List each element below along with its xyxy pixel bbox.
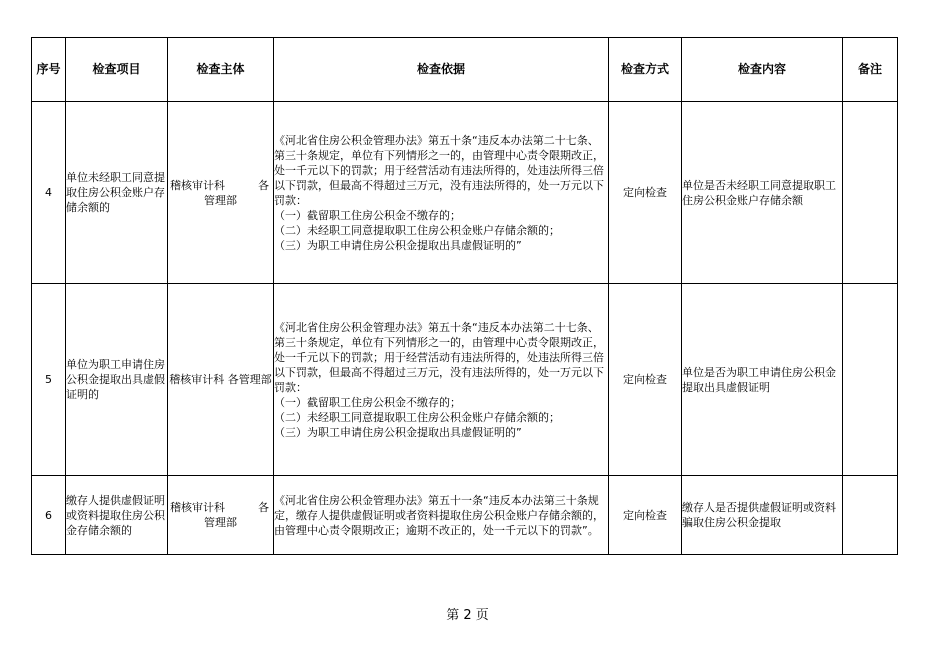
- row-method: 定向检查: [609, 476, 682, 555]
- row-basis: [274, 476, 609, 555]
- row-subject: [168, 102, 274, 284]
- header-remark: 备注: [843, 38, 898, 102]
- inspection-table: [31, 37, 898, 555]
- row-content: 单位是否为职工申请住房公积金提取出具虚假证明: [682, 284, 843, 476]
- table-row: [32, 476, 898, 555]
- basis-intro: 《河北省住房公积金管理办法》第五十一条“违反本办法第三十条规定，缴存人提供虚假证明或者资料提取住房公积金账户存储余额的，由管理中心责令限期改正；逾期不改正的，处一千元以下的罚款”。: [274, 493, 604, 537]
- header-seq: 序号: [32, 38, 66, 102]
- header-method: 检查方式: [609, 38, 682, 102]
- basis-clause-3: （三）为职工申请住房公积金提取出具虚假证明的”: [274, 425, 522, 439]
- header-subject: 检查主体: [168, 38, 274, 102]
- row-basis: [274, 284, 609, 476]
- table-row: [32, 102, 898, 284]
- row-seq: 6: [32, 476, 66, 555]
- subject-primary: 稽核审计科: [170, 501, 225, 514]
- subject-primary: 稽核审计科: [170, 178, 225, 192]
- row-item: 缴存人提供虚假证明或资料提取住房公积金存储余额的: [66, 476, 168, 555]
- basis-clause-2: （二）未经职工同意提取职工住房公积金账户存储余额的；: [274, 410, 560, 424]
- table-row: [32, 284, 898, 476]
- row-content: 缴存人是否提供虚假证明或资料骗取住房公积金提取: [682, 476, 843, 555]
- row-basis: [274, 102, 609, 284]
- row-remark: [843, 284, 898, 476]
- row-item: 单位为职工申请住房公积金提取出具虚假证明的: [66, 284, 168, 476]
- row-remark: [843, 476, 898, 555]
- subject-secondary-prefix: 各: [258, 501, 269, 514]
- subject-secondary: 各管理部: [227, 373, 272, 386]
- row-seq: 4: [32, 102, 66, 284]
- basis-intro: 《河北省住房公积金管理办法》第五十条“违反本办法第二十七条、第三十条规定，单位有下列情形之一的，由管理中心责令限期改正，处一千元以下的罚款；用于经营活动有违法所得的，处违法所得三倍以下罚款，但最高不得超过三万元，没有违法所得的，处一万元以下罚款：: [274, 320, 604, 394]
- subject-secondary-prefix: 各: [258, 178, 269, 192]
- row-subject: [168, 476, 274, 555]
- basis-clause-1: （一）截留职工住房公积金不缴存的；: [274, 208, 461, 222]
- row-subject: [168, 284, 274, 476]
- basis-clause-3: （三）为职工申请住房公积金提取出具虚假证明的”: [274, 238, 522, 252]
- header-content: 检查内容: [682, 38, 843, 102]
- basis-clause-1: （一）截留职工住房公积金不缴存的；: [274, 395, 461, 409]
- subject-primary: 稽核审计科: [169, 373, 225, 386]
- page-number: 第 2 页: [446, 608, 489, 623]
- row-method: 定向检查: [609, 284, 682, 476]
- header-basis: 检查依据: [274, 38, 609, 102]
- row-method: 定向检查: [609, 102, 682, 284]
- basis-intro: 《河北省住房公积金管理办法》第五十条“违反本办法第二十七条、第三十条规定，单位有下列情形之一的，由管理中心责令限期改正，处一千元以下的罚款；用于经营活动有违法所得的，处违法所得三倍以下罚款，但最高不得超过三万元，没有违法所得的，处一万元以下罚款：: [274, 133, 604, 207]
- subject-secondary-suffix: 管理部: [204, 193, 237, 207]
- row-seq: 5: [32, 284, 66, 476]
- row-remark: [843, 102, 898, 284]
- subject-secondary-suffix: 管理部: [204, 516, 237, 529]
- row-item: 单位未经职工同意提取住房公积金账户存储余额的: [66, 102, 168, 284]
- header-item: 检查项目: [66, 38, 168, 102]
- row-content: 单位是否未经职工同意提取职工住房公积金账户存储余额: [682, 102, 843, 284]
- header-row: [32, 38, 898, 102]
- basis-clause-2: （二）未经职工同意提取职工住房公积金账户存储余额的；: [274, 223, 560, 237]
